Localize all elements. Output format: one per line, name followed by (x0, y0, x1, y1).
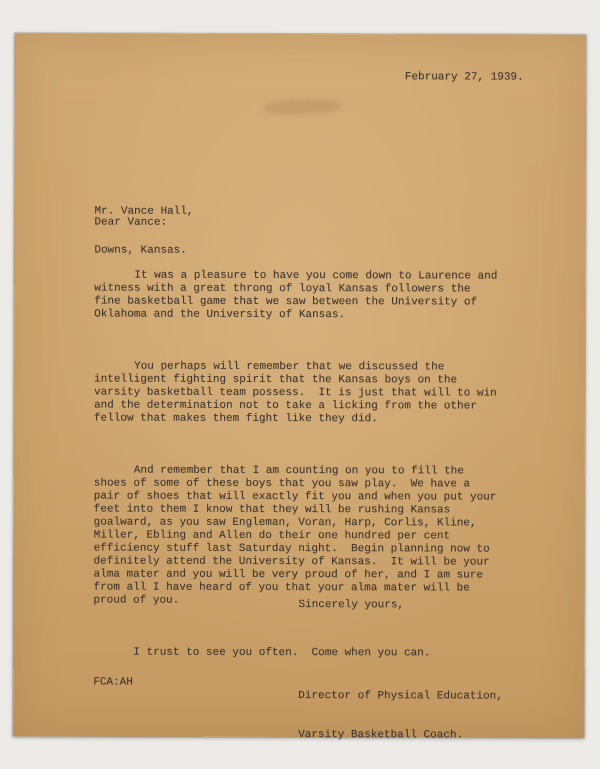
reference-initials: FCA:AH (93, 676, 133, 689)
letter-page (13, 33, 586, 742)
closing-line: I trust to see you often. Come when you can. (133, 646, 431, 660)
faint-stamp-mark (263, 99, 341, 116)
valediction: Sincerely yours, (298, 598, 405, 612)
paragraph: And remember that I am counting on you to fill the shoes of some of these boys that you saw play. We have a pair of shoes that will exactly fit you and when you put your feet into them I know that they will be rushing Kansas goalward, as you saw Engleman, Voran, Harp, Corlis, Kline, Miller, Ebling and Allen do their one hundred per cent efficiency stuff last Saturday night. Begin planning now to definitely attend the University of Kansas. It will be your alma mater and you will be very proud of her, and I am sure from all I have heard of you that your alma mater will be proud of you. (93, 464, 504, 607)
paragraph: You perhaps will remember that we discussed the intelligent fighting spirit that the Kansas boys on the varsity basketball team possess. It is just that will to win and the determination not to take a licking from the other fellow that makes them fight like they did. (93, 360, 504, 426)
salutation: Dear Vance: (94, 216, 168, 229)
signature-title-line: Varsity Basketball Coach. (298, 728, 464, 742)
recipient-line: Mr. Vance Hall, (94, 205, 194, 218)
paragraph: It was a pleasure to have you come down to Laurence and witness with a great throng of loyal Kansas followers the fine basketball game that we saw between the University of Oklahoma and the University of Kansas. (94, 269, 504, 322)
signature-block (298, 664, 503, 769)
letter-body (93, 243, 504, 686)
letter-date: February 27, 1939. (404, 71, 524, 84)
recipient-line: Downs, Kansas. (94, 244, 187, 257)
signature-title-line: Director of Physical Education, (298, 689, 503, 703)
